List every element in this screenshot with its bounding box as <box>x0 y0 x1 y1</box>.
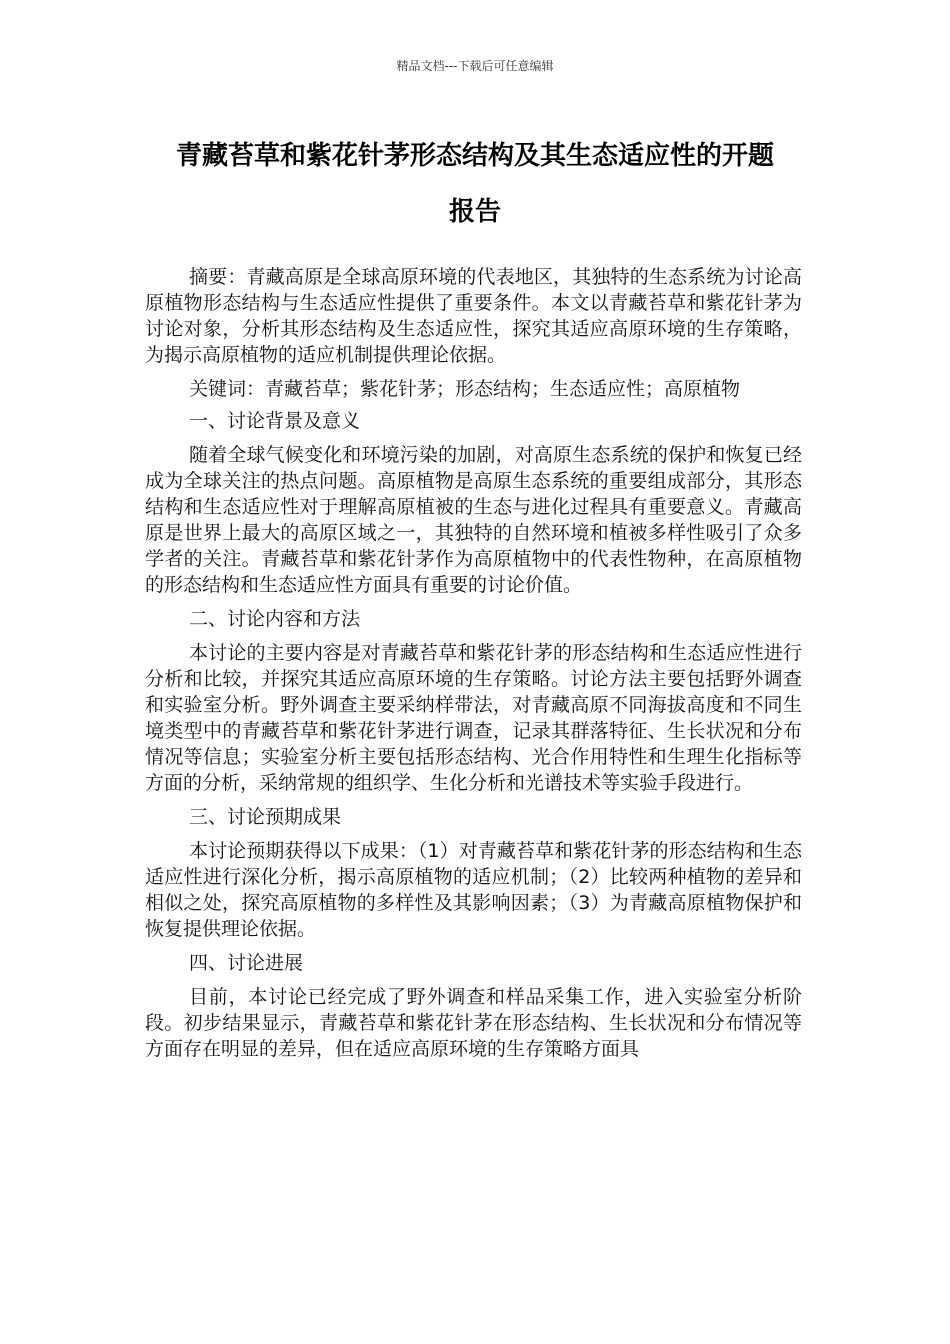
section-body-methods: 本讨论的主要内容是对青藏苔草和紫花针茅的形态结构和生态适应性进行分析和比较，并探究其适应高原环境的生存策略。讨论方法主要包括野外调查和实验室分析。野外调查主要采纳样带法，对青藏高原不同海拔高度和不同生境类型中的青藏苔草和紫花针茅进行调查，记录其群落特征、生长状况和分布情况等信息；实验室分析主要包括形态结构、光合作用特性和生理生化指标等方面的分析，采纳常规的组织学、生化分析和光谱技术等实验手段进行。 <box>145 642 802 794</box>
keywords-line: 关键词：青藏苔草；紫花针茅；形态结构；生态适应性；高原植物 <box>189 378 741 400</box>
section-body-progress: 目前，本讨论已经完成了野外调查和样品采集工作，进入实验室分析阶段。初步结果显示，青藏苔草和紫花针茅在形态结构、生长状况和分布情况等方面存在明显的差异，但在适应高原环境的生存策略方面具 <box>145 986 802 1060</box>
section-heading-progress: 四、讨论进展 <box>189 952 304 974</box>
section-body-background: 随着全球气候变化和环境污染的加剧，对高原生态系统的保护和恢复已经成为全球关注的热点问题。高原植物是高原生态系统的重要组成部分，其形态结构和生态适应性对于理解高原植被的生态与进化过程具有重要意义。青藏高原是世界上最大的高原区域之一，其独特的自然环境和植被多样性吸引了众多学者的关注。青藏苔草和紫花针茅作为高原植物中的代表性物种，在高原植物的形态结构和生态适应性方面具有重要的讨论价值。 <box>145 444 802 596</box>
section-heading-background: 一、讨论背景及意义 <box>189 410 361 432</box>
abstract-paragraph: 摘要：青藏高原是全球高原环境的代表地区，其独特的生态系统为讨论高原植物形态结构与生态适应性提供了重要条件。本文以青藏苔草和紫花针茅为讨论对象，分析其形态结构及生态适应性，探究其适应高原环境的生存策略，为揭示高原植物的适应机制提供理论依据。 <box>145 266 802 366</box>
document-title <box>140 128 810 240</box>
title-line-2: 报告 <box>448 197 501 227</box>
document-body <box>145 264 802 1062</box>
page-header: 精品文档---下载后可任意编辑 <box>396 59 554 73</box>
title-line-1: 青藏苔草和紫花针茅形态结构及其生态适应性的开题 <box>175 141 774 171</box>
section-heading-methods: 二、讨论内容和方法 <box>189 608 361 630</box>
section-heading-outcomes: 三、讨论预期成果 <box>189 806 342 828</box>
section-body-outcomes: 本讨论预期获得以下成果：（1）对青藏苔草和紫花针茅的形态结构和生态适应性进行深化分析，揭示高原植物的适应机制；（2）比较两种植物的差异和相似之处，探究高原植物的多样性及其影响因素；（3）为青藏高原植物保护和恢复提供理论依据。 <box>145 840 802 940</box>
